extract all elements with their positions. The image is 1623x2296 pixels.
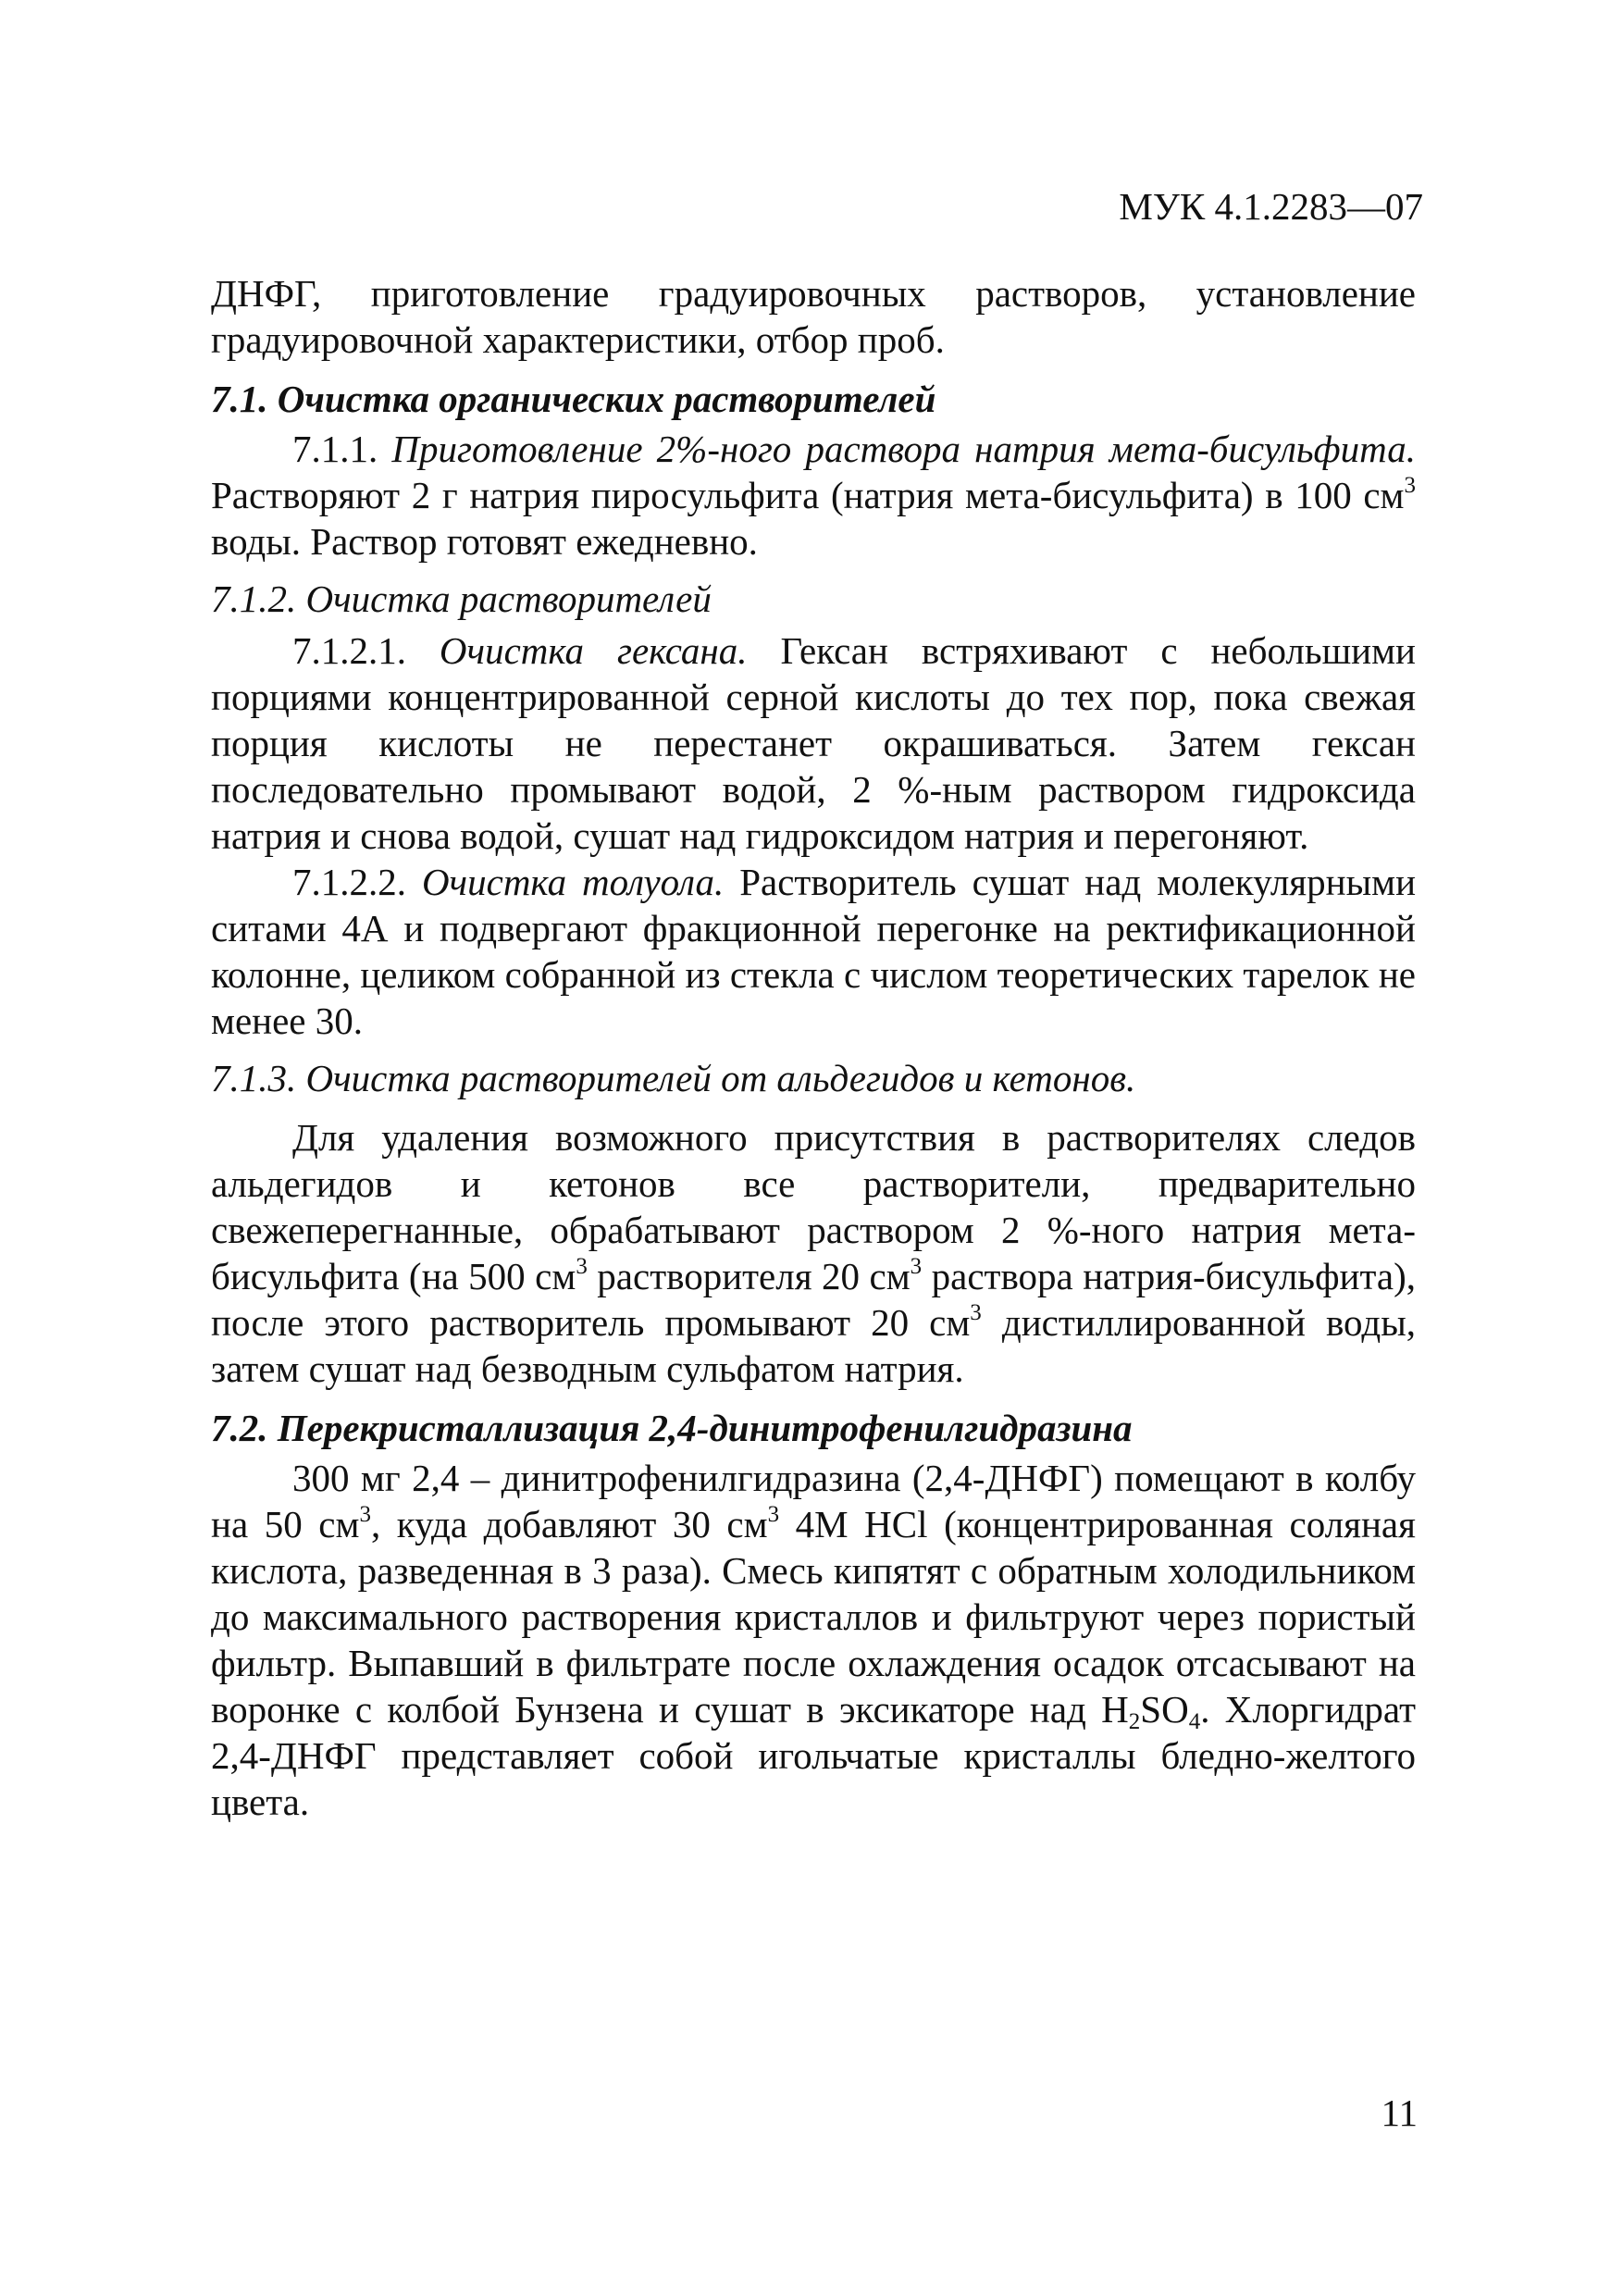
paragraph-7-1-2-2: [211, 859, 1416, 1044]
intro-paragraph: ДНФГ, приготовление градуировочных растворов, установление градуировочной характеристики, отбор проб.: [211, 272, 1416, 361]
paragraph-7-2-text: , куда добавляют 30 см: [370, 1503, 768, 1545]
document-code-header: МУК 4.1.2283—07: [1119, 185, 1423, 228]
paragraph-7-1-3: [211, 1114, 1416, 1392]
paragraph-7-1-2-1: [211, 627, 1416, 859]
paragraph-7-2-text: 300 мг 2,4 – динитрофенилгидразина (2,4-ДНФГ) помещают в колбу на 50 см: [211, 1457, 1416, 1545]
superscript: 3: [767, 1502, 780, 1527]
paragraph-7-1-2-2-text: Растворитель сушат над молекулярными ситами 4А и подвергают фракционной перегонке на ректификационной колонне, целиком собранной из стекла с числом теоретических тарелок не менее 30.: [211, 861, 1417, 1042]
section-7-1-heading: 7.1. Очистка органических растворителей: [211, 378, 936, 420]
paragraph-7-1-3-text: дистиллированной воды, затем сушат над безводным сульфатом натрия.: [211, 1301, 1416, 1390]
superscript: 3: [359, 1502, 371, 1527]
paragraph-7-1-2-2-title: Очистка толуола.: [421, 861, 725, 903]
paragraph-7-1-3-text: раствора натрия-бисульфита), после этого растворитель промывают 20 см: [211, 1255, 1417, 1344]
paragraph-7-1-2-1-title: Очистка гексана.: [439, 629, 748, 672]
paragraph-7-1-3-text: растворителя 20 см: [597, 1255, 911, 1297]
paragraph-7-1-2-1-text: Гексан встряхивают с небольшими порциями концентрированной серной кислоты до тех пор, пока свежая порция кислоты не перестанет окрашиваться. Затем гексан последовательно промывают водой, 2 %-ным раствором гидроксида натрия и снова водой, сушат над гидроксидом натрия и перегоняют.: [211, 629, 1416, 857]
paragraph-7-1-1: [211, 426, 1416, 565]
paragraph-7-1-1-title: Приготовление 2%-ного раствора натрия мета-бисульфита.: [391, 428, 1416, 470]
paragraph-7-2: [211, 1455, 1416, 1825]
subscript: 2: [1128, 1709, 1141, 1734]
superscript: 3: [576, 1254, 588, 1279]
section-7-1-2-heading: 7.1.2. Очистка растворителей: [211, 577, 712, 620]
paragraph-7-1-2-2-number: 7.1.2.2.: [292, 861, 406, 903]
subscript: 4: [1188, 1709, 1201, 1734]
paragraph-7-1-2-1-number: 7.1.2.1.: [292, 629, 406, 672]
section-7-2-heading: 7.2. Перекристаллизация 2,4-динитрофенилгидразина: [211, 1407, 1133, 1449]
paragraph-7-2-text: SO: [1140, 1688, 1189, 1731]
superscript: 3: [970, 1300, 982, 1325]
section-7-1-3-heading: 7.1.3. Очистка растворителей от альдегидов и кетонов.: [211, 1057, 1136, 1099]
page-number: 11: [1381, 2091, 1418, 2134]
paragraph-7-1-1-text-end: воды. Раствор готовят ежедневно.: [211, 520, 758, 563]
paragraph-7-1-1-number: 7.1.1.: [292, 428, 378, 470]
paragraph-7-1-3-text: Для удаления возможного присутствия в растворителях следов альдегидов и кетонов все растворители, предварительно свежеперегнанные, обрабатывают раствором 2 %-ного натрия мета-бисульфита (на 500 см: [211, 1116, 1416, 1297]
paragraph-7-1-1-text: Растворяют 2 г натрия пиросульфита (натрия мета-бисульфита) в 100 см: [211, 474, 1405, 516]
paragraph-7-2-text: 4М HCl (концентрированная соляная кислота, разведенная в 3 раза). Смесь кипятят с обратным холодильником до максимального растворения кристаллов и фильтруют через пористый фильтр. Выпавший в фильтрате после охлаждения осадок отсасывают на воронке с колбой Бунзена и сушат в эксикаторе над H: [211, 1503, 1416, 1731]
superscript: 3: [910, 1254, 923, 1279]
superscript: 3: [1404, 473, 1416, 498]
page-body: [211, 270, 1416, 1825]
paragraph-7-2-text: . Хлоргидрат 2,4-ДНФГ представляет собой игольчатые кристаллы бледно-желтого цвета.: [211, 1688, 1416, 1823]
